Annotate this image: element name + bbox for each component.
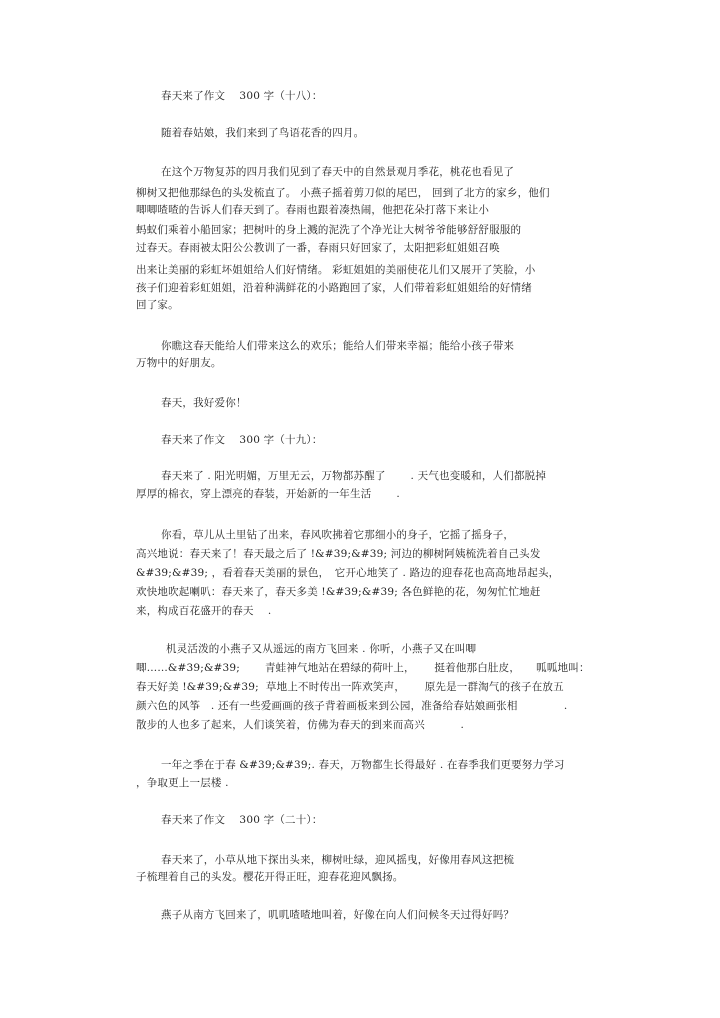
paragraph-line: 春天，我好爱你！: [161, 397, 247, 409]
paragraph-line: 你瞧这春天能给人们带来这么的欢乐；能给人们带来幸福；能给小孩子带来: [161, 340, 515, 352]
paragraph-line: 蚂蚁们乘着小船回家；把树叶的身上溅的泥洗了个净光让大树爷爷能够舒舒服服的: [136, 224, 522, 236]
section-title: 春天来了作文 300 字（十九）：: [161, 434, 323, 446]
paragraph-line: 高兴地说：春天来了！春天最之后了 !&#39;&#39; 河边的柳树阿姨梳洗着自己头发: [136, 548, 541, 560]
paragraph-line: 你看，草儿从土里钻了出来，春风吹拂着它那细小的身子，它摇了摇身子，: [161, 529, 515, 541]
paragraph-line: 唧......&#39;&#39; 青蛙神气地站在碧绿的荷叶上， 挺着他那白肚皮， 呱呱地叫：: [136, 662, 590, 674]
paragraph-line: 过春天。春雨被太阳公公教训了一番，春雨只好回家了，太阳把彩虹姐姐召唤: [136, 242, 500, 254]
paragraph-line: 春天好美 !&#39;&#39; 草地上不时传出一阵欢笑声， 原先是一群淘气的孩子在放五: [136, 681, 564, 693]
paragraph-line: 颜六色的风筝 . 还有一些爱画画的孩子背着画板来到公园，准备给春姑娘画张相 .: [136, 700, 568, 712]
paragraph-line: 柳树又把他那绿色的头发梳直了。 小燕子摇着剪刀似的尾巴， 回到了北方的家乡，他们: [136, 187, 550, 199]
paragraph-line: 来，构成百花盛开的春天 .: [136, 605, 272, 617]
paragraph-line: 回了家。: [136, 299, 179, 311]
paragraph-line: 春天来了，小草从地下探出头来，柳树吐绿，迎风摇曳，好像用春风这把梳: [161, 854, 515, 866]
paragraph-line: &#39;&#39; ，看着春天美丽的景色， 它开心地笑了 . 路边的迎春花也高高地昂起头，: [136, 567, 560, 579]
section-title: 春天来了作文 300 字（二十）：: [161, 814, 323, 826]
paragraph-line: 孩子们迎着彩虹姐姐，沿着种满鲜花的小路跑回了家，人们带着彩虹姐姐给的好情绪: [136, 282, 532, 294]
paragraph-line: 欢快地吹起喇叭：春天来了，春天多美 !&#39;&#39; 各色鲜艳的花，匆匆忙忙地赶: [136, 586, 541, 598]
paragraph-line: 厚厚的棉衣，穿上漂亮的春装，开始新的一年生活 .: [136, 488, 400, 500]
paragraph-line: 在这个万物复苏的四月我们见到了春天中的自然景观月季花，桃花也看见了: [161, 166, 515, 178]
paragraph-line: 万物中的好朋友。: [136, 357, 222, 369]
paragraph-line: 燕子从南方飞回来了，叽叽喳喳地叫着，好像在向人们问候冬天过得好吗？: [161, 909, 515, 921]
paragraph-line: 唧唧喳喳的告诉人们春天到了。春雨也跟着凑热闹，他把花朵打落下来让小: [136, 204, 490, 216]
paragraph-line: 散步的人也多了起来，人们谈笑着，仿佛为春天的到来而高兴 .: [136, 719, 465, 731]
paragraph-line: ，争取更上一层楼 .: [136, 777, 229, 789]
section-title: 春天来了作文 300 字（十八）：: [161, 90, 323, 102]
paragraph-line: 机灵活泼的小燕子又从遥远的南方飞回来 . 你听，小燕子又在叫唧: [166, 643, 477, 655]
paragraph-line: 子梳理着自己的头发。樱花开得正旺，迎春花迎风飘扬。: [136, 871, 404, 883]
paragraph-line: 春天来了 . 阳光明媚，万里无云，万物都苏醒了 . 天气也变暖和，人们都脱掉: [161, 470, 547, 482]
paragraph-line: 出来让美丽的彩虹坏姐姐给人们好情绪。 彩虹姐姐的美丽使花儿们又展开了笑脸，小: [136, 264, 536, 276]
paragraph-line: 随着春姑娘，我们来到了鸟语花香的四月。: [161, 127, 365, 139]
paragraph-line: 一年之季在于春 &#39;&#39;. 春天，万物都生长得最好 . 在春季我们更要努力学习: [161, 759, 565, 771]
